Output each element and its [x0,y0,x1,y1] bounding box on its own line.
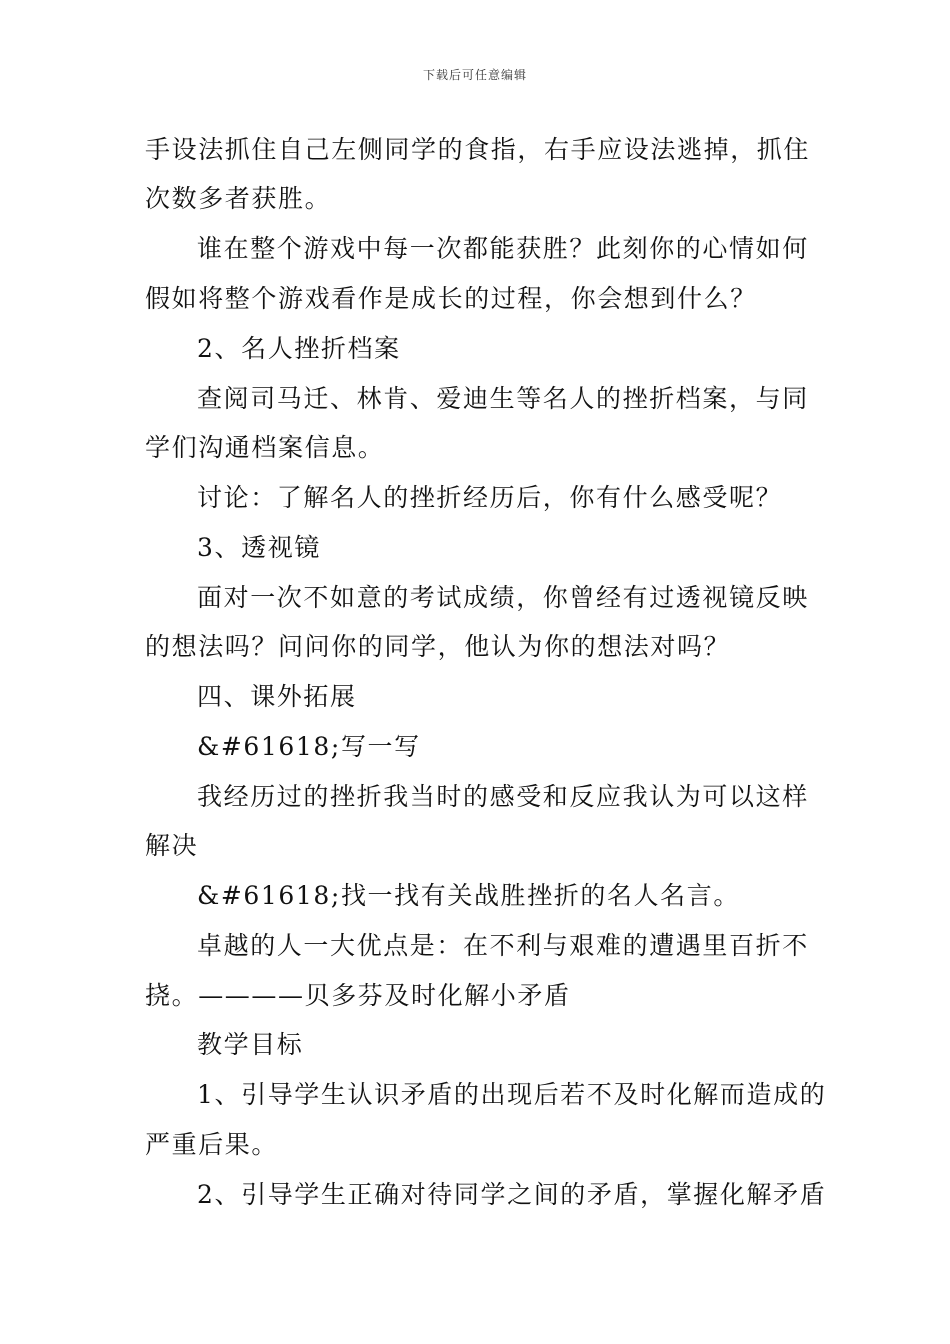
paragraph-line: 我经历过的挫折我当时的感受和反应我认为可以这样 [197,782,809,811]
section-heading: 教学目标 [197,1030,304,1059]
paragraph-line: 严重后果。 [145,1130,279,1159]
paragraph-line: 的想法吗？问问你的同学，他认为你的想法对吗？ [145,632,731,661]
list-item: &#61618;找一找有关战胜挫折的名人名言。 [197,881,740,910]
section-heading: 四、课外拓展 [197,682,357,711]
paragraph-line: 学们沟通档案信息。 [145,433,385,462]
paragraph-line: 讨论：了解名人的挫折经历后，你有什么感受呢？ [197,483,783,512]
list-item: &#61618;写一写 [197,732,421,761]
paragraph-line: 面对一次不如意的考试成绩，你曾经有过透视镜反映 [197,583,809,612]
paragraph-line: 次数多者获胜。 [145,184,332,213]
section-heading: 3、透视镜 [197,533,321,562]
paragraph-line: 2、引导学生正确对待同学之间的矛盾，掌握化解矛盾 [197,1180,827,1209]
quote-line: 卓越的人一大优点是：在不利与艰难的遭遇里百折不 [197,931,809,960]
paragraph-line: 手设法抓住自己左侧同学的食指，右手应设法逃掉，抓住 [145,135,811,164]
paragraph-line: 谁在整个游戏中每一次都能获胜？此刻你的心情如何 [197,234,809,263]
page-header-watermark: 下载后可任意编辑 [422,68,527,82]
paragraph-line: 假如将整个游戏看作是成长的过程，你会想到什么？ [145,284,757,313]
paragraph-line: 1、引导学生认识矛盾的出现后若不及时化解而造成的 [197,1080,827,1109]
section-heading: 2、名人挫折档案 [197,334,401,363]
paragraph-line: 解决 [145,831,199,860]
paragraph-line: 查阅司马迁、林肯、爱迪生等名人的挫折档案，与同 [197,384,809,413]
quote-line: 挠。————贝多芬及时化解小矛盾 [145,981,571,1010]
